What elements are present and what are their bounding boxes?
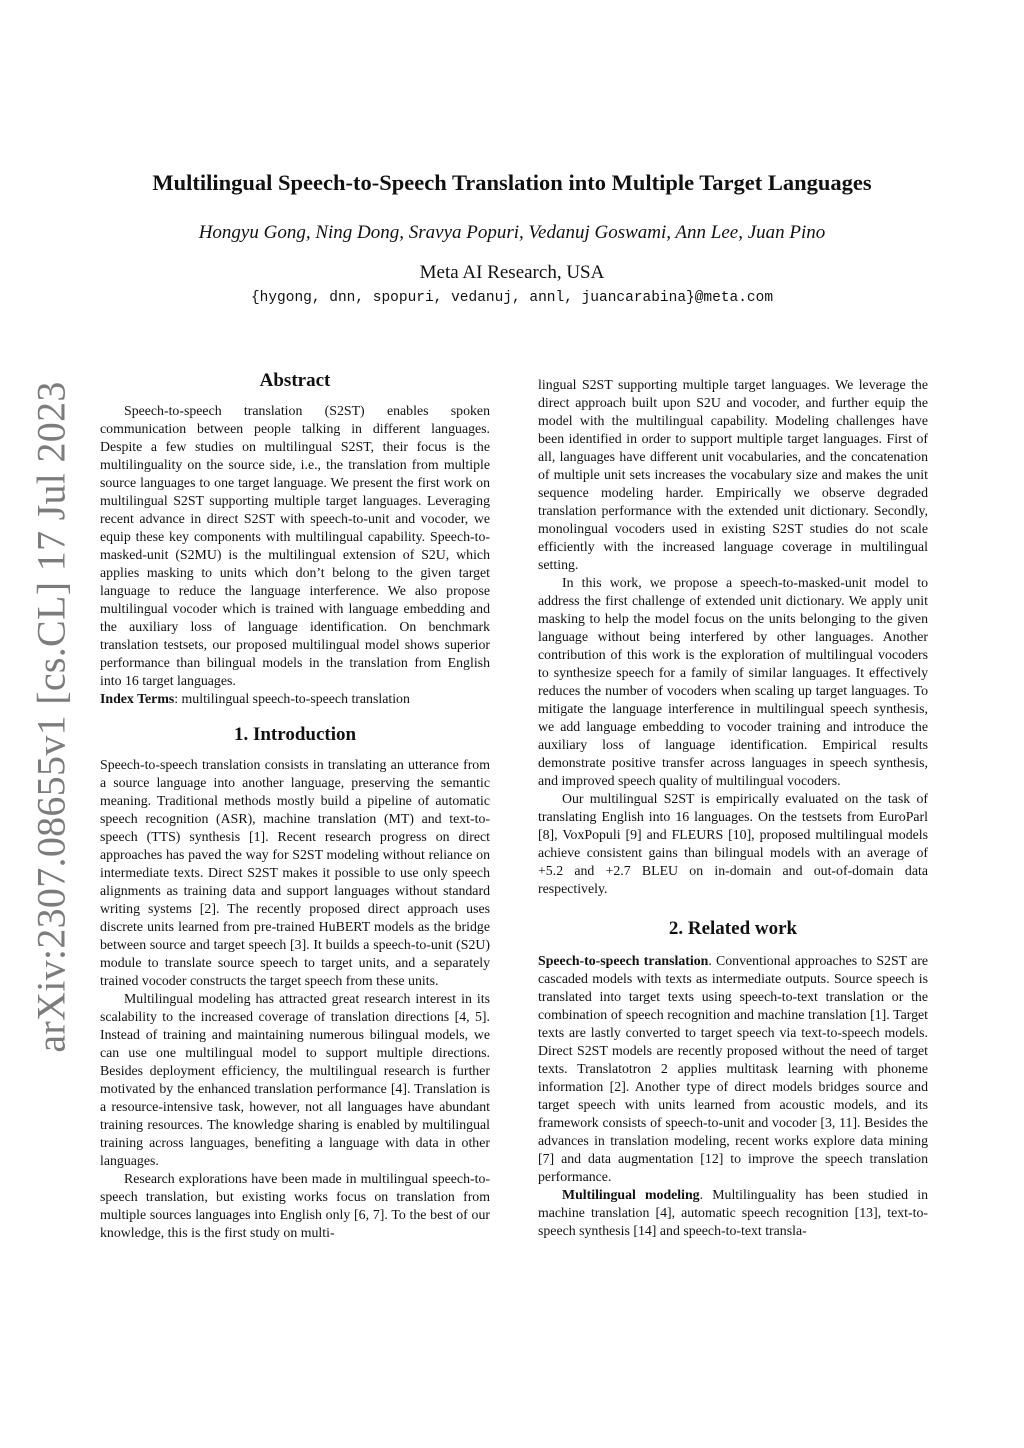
abstract-heading: Abstract bbox=[259, 370, 331, 391]
s2st-text: . Conventional approaches to S2ST are cascaded models with texts as intermediate outputs. Source speech is translated into target texts using speech-to-text translation or the combination of speech recognition and machine translation [1]. Target texts are lastly converted to target speech via text-to-speech models. Direct S2ST models are recently proposed without the need of target texts. Translatotron 2 applies multitask learning with phoneme information [2]. Another type of direct models bridges source and target speech with units learned from acoustic models, and its framework consists of speech-to-unit and vocoder [3, 11]. Besides the advances in translation modeling, recent works explore data mining [7] and data augmentation [12] to improve the speech translation performance. bbox=[538, 953, 928, 1184]
multilingual-text: . Multilinguality has been studied in machine translation [4], automatic speech recognition [13], text-to-speech synthesis [14] and speech-to-text transla- bbox=[538, 1187, 928, 1238]
intro-paragraph-4: In this work, we propose a speech-to-masked-unit model to address the first challenge of extended unit dictionary. We apply unit masking to help the model focus on the units belonging to the given language without being interfered by other languages. Another contribution of this work is the exploration of multilingual vocoders to synthesize speech for a family of similar languages. It effectively reduces the number of vocoders when scaling up target languages. To mitigate the language interference in multilingual speech synthesis, we add language embedding to vocoder training and introduce the auxiliary loss of language identification. Empirical results demonstrate positive transfer across languages in speech synthesis, and improved speech quality of multilingual vocoders. bbox=[538, 575, 928, 788]
paper-title: Multilingual Speech-to-Speech Translation into Multiple Target Languages bbox=[152, 170, 872, 195]
intro-paragraph-5: Our multilingual S2ST is empirically evaluated on the task of translating English into 16 languages. On the testsets from EuroParl [8], VoxPopuli [9] and FLEURS [10], proposed multilingual models achieve consistent gains than bilingual models with an average of +5.2 and +2.7 BLEU on in-domain and out-of-domain data respectively. bbox=[538, 791, 928, 896]
multilingual-run-in-label: Multilingual modeling bbox=[562, 1187, 700, 1202]
intro-paragraph-3-continued: lingual S2ST supporting multiple target languages. We leverage the direct approach built upon S2U and vocoder, and further equip the model with the multilingual capability. Modeling challenges have been identified in order to support multiple target languages. First of all, languages have different unit vocabularies, and the concatenation of multiple unit sets increases the vocabulary size and makes the unit sequence modeling harder. Empirically we observe degraded translation performance with the extended unit dictionary. Secondly, monolingual vocoders used in existing S2ST studies do not scale efficiently with the increased language coverage in multilingual setting. bbox=[538, 377, 928, 572]
intro-paragraph-3: Research explorations have been made in multilingual speech-to-speech translation, but existing works focus on translation from multiple sources languages into English only [6, 7]. To the best of our knowledge, this is the first study on multi- bbox=[100, 1171, 490, 1240]
s2st-run-in-label: Speech-to-speech translation bbox=[538, 953, 709, 968]
introduction-heading: 1. Introduction bbox=[233, 724, 357, 745]
right-column bbox=[538, 376, 928, 1240]
index-terms-label: Index Terms bbox=[100, 691, 175, 706]
author-list: Hongyu Gong, Ning Dong, Sravya Popuri, Vedanuj Goswami, Ann Lee, Juan Pino bbox=[198, 222, 826, 243]
related-work-heading: 2. Related work bbox=[668, 918, 798, 939]
affiliation: Meta AI Research, USA bbox=[419, 262, 605, 283]
intro-paragraph-1: Speech-to-speech translation consists in translating an utterance from a source language into another language, preserving the semantic meaning. Traditional methods mostly build a pipeline of automatic speech recognition (ASR), machine translation (MT) and text-to-speech (TTS) synthesis [1]. Recent research progress on direct approaches has paved the way for S2ST modeling without reliance on intermediate texts. Direct S2ST makes it possible to use only speech alignments as training data and support languages without standard writing systems [2]. The recently proposed direct approach uses discrete units learned from pre-trained HuBERT models as the bridge between source and target speech [3]. It builds a speech-to-unit (S2U) module to translate source speech to target units, and a separately trained vocoder constructs the target speech from these units. bbox=[100, 757, 490, 988]
index-terms bbox=[100, 690, 490, 708]
abstract-body: Speech-to-speech translation (S2ST) enables spoken communication between people talking in different languages. Despite a few studies on multilingual S2ST, their focus is the multilinguality on the source side, i.e., the translation from multiple source languages to one target language. We present the first work on multilingual S2ST supporting multiple target languages. Leveraging recent advance in direct S2ST with speech-to-unit and vocoder, we equip these key components with multilingual capability. Speech-to-masked-unit (S2MU) is the multilingual extension of S2U, which applies masking to units which don’t belong to the given target language to reduce the language interference. We also propose multilingual vocoder which is trained with language embedding and the auxiliary loss of language identification. On benchmark translation testsets, our proposed multilingual model shows superior performance than bilingual models in the translation from English into 16 target languages. bbox=[100, 403, 490, 688]
arxiv-stamp: arXiv:2307.08655v1 [cs.CL] 17 Jul 2023 bbox=[28, 381, 74, 1053]
author-emails: {hygong, dnn, spopuri, vedanuj, annl, juancarabina}@meta.com bbox=[250, 290, 774, 306]
left-column bbox=[100, 368, 490, 1242]
related-multilingual-paragraph bbox=[538, 1186, 928, 1240]
index-terms-text: : multilingual speech-to-speech translation bbox=[174, 691, 410, 706]
related-s2st-paragraph bbox=[538, 952, 928, 1186]
intro-paragraph-2: Multilingual modeling has attracted great research interest in its scalability to the increased coverage of translation directions [4, 5]. Instead of training and maintaining numerous bilingual models, we can use one multilingual model to support multiple directions. Besides deployment efficiency, the multilingual research is further motivated by the enhanced translation performance [4]. Translation is a resource-intensive task, however, not all languages have abundant training resources. The knowledge sharing is enabled by multilingual training across languages, benefiting a language with data in other languages. bbox=[100, 991, 490, 1168]
